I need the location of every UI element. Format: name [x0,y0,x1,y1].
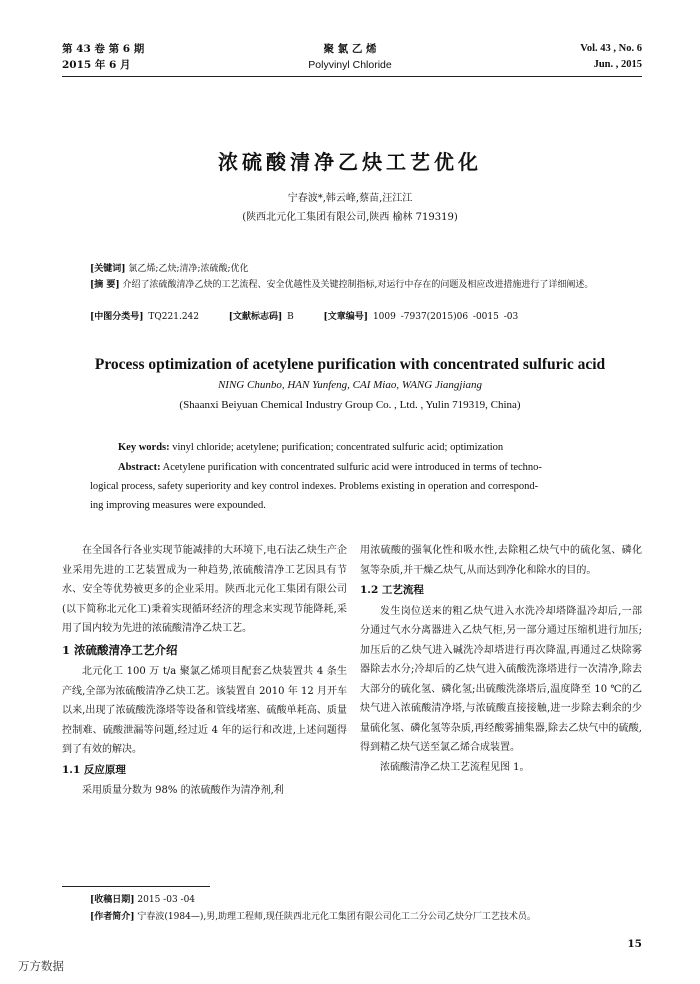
paragraph: 北元化工 100 万 t/a 聚氯乙烯项目配套乙炔装置共 4 条生产线,全部为浓硫酸清净乙炔工艺。该装置自 2010 年 12 月开车以来,出现了浓硫酸洗涤塔等设备和管线堵塞、硫酸单耗高、质量控制难、硫酸泄漏等问题,经过近 4 年的运行和改进,上述问题得到了有效的解决。 [62,666,347,755]
article-title-en: Process optimization of acetylene purification with concentrated sulfuric acid [94,356,606,373]
classification-line [90,310,630,325]
keywords-text: 氯乙烯;乙炔;清净;浓硫酸;优化 [128,264,249,274]
article-no-value: 1009 -7937(2015)06 -0015 -03 [372,312,519,322]
doc-code-value: B [287,312,294,322]
received-date [90,893,650,908]
journal-name-en: Polyvinyl Chloride [308,59,392,71]
paragraph: 采用质量分数为 98% 的浓硫酸作为清净剂,利 [82,785,284,796]
subsection-heading: 1.2 工艺流程 [360,584,424,596]
abstract-text: 介绍了浓硫酸清净乙炔的工艺流程、安全优越性及关键控制指标,对运行中存在的问题及相应改进措施进行了详细阐述。 [122,280,594,290]
author-bio-label: [作者简介] [90,912,135,922]
subsection-heading: 1.1 反应原理 [62,763,126,776]
journal-name-cn: 聚 氯 乙 烯 [323,43,377,55]
paragraph: 在全国各行各业实现节能减排的大环境下,电石法乙炔生产企业采用先进的工艺装置成为一种趋势,浓硫酸清净工艺因具有节水、安全等优势被更多的企业采用。陕西北元化工集团有限公司(以下简称北元化工)秉着实现循环经济的理念来实现节能降耗,采用了国内较为先进的浓硫酸清净乙炔工艺。 [62,545,347,634]
body-right-column [360,541,642,777]
keywords-en-label: Key words: [118,442,170,453]
article-title-cn: 浓硫酸清净乙炔工艺优化 [218,150,482,174]
header-rule [62,76,642,77]
author-bio-text: 宁春波(1984—),男,助理工程师,现任陕西北元化工集团有限公司化工二分公司乙炔分厂工艺技术员。 [137,912,536,922]
date-cn: 2015 年 6 月 [62,59,131,71]
affiliation-en: (Shaanxi Beiyuan Chemical Industry Group Co. , Ltd. , Yulin 719319, China) [179,399,521,411]
authors-cn: 宁春波*,韩云峰,蔡苗,汪江江 [287,193,413,204]
page-number: 15 [627,938,642,950]
section-heading: 1 浓硫酸清净工艺介绍 [62,642,178,657]
abstract-en-label: Abstract: [118,462,161,473]
abstract-en-line3: ing improving measures were expounded. [90,500,266,511]
keywords-cn [90,262,630,277]
affiliation-cn: (陕西北元化工集团有限公司,陕西 榆林 719319) [242,212,458,223]
abstract-cn [75,278,635,293]
author-bio [90,910,660,925]
date-en: Jun. , 2015 [593,59,642,70]
volume-issue-en: Vol. 43 , No. 6 [580,43,642,54]
clc-label: [中图分类号] [90,312,144,322]
keywords-en [118,440,638,456]
paragraph: 用浓硫酸的强氧化性和吸水性,去除粗乙炔气中的硫化氢、磷化氢等杂质,并干燥乙炔气,从而达到净化和除水的目的。 [360,545,642,576]
abstract-en-text-1: Acetylene purification with concentrated sulfuric acid were introduced in terms of techno- [162,462,542,473]
authors-en: NING Chunbo, HAN Yunfeng, CAI Miao, WANG Jiangjiang [217,379,483,391]
paragraph: 浓硫酸清净乙炔工艺流程见图 1。 [380,761,530,773]
received-label: [收稿日期] [90,895,135,905]
paragraph: 发生岗位送来的粗乙炔气进入水洗冷却塔降温冷却后,一部分通过气水分离器进入乙炔气柜,另一部分通过压缩机进行加压;加压后的乙炔气进入碱洗冷却塔进行再次降温,再通过乙炔除雾器除去水分;冷却后的乙炔气进入硫酸洗涤塔进行一次清净,除去大部分的硫化氢、磷化氢;出硫酸洗涤塔后,温度降至 10 ℃的乙炔气进入浓硫酸清净塔,与浓硫酸直接接触,进一步除去剩余的少量硫化氢、磷化氢等杂质,再经酸雾捕集器,除去乙炔气中的硫酸,得到精乙炔气送至氯乙烯合成装置。 [360,605,642,753]
abstract-en-line2: logical process, safety superiority and key control indexes. Problems existing in operation and correspond- [90,481,539,492]
article-no-label: [文章编号] [323,312,369,322]
volume-issue-cn: 第 43 卷 第 6 期 [62,43,145,55]
received-value: 2015 -03 -04 [137,895,196,905]
keywords-en-text: vinyl chloride; acetylene; purification; concentrated sulfuric acid; optimization [172,442,504,453]
abstract-en-line1 [118,460,638,476]
watermark: 万方数据 [18,959,64,973]
footnote-rule [62,886,210,887]
keywords-label: [关键词] [90,264,126,274]
abstract-label: [摘 要] [90,280,120,290]
body-left-column [62,541,347,801]
clc-value: TQ221.242 [148,312,200,322]
doc-code-label: [文献标志码] [228,312,283,322]
